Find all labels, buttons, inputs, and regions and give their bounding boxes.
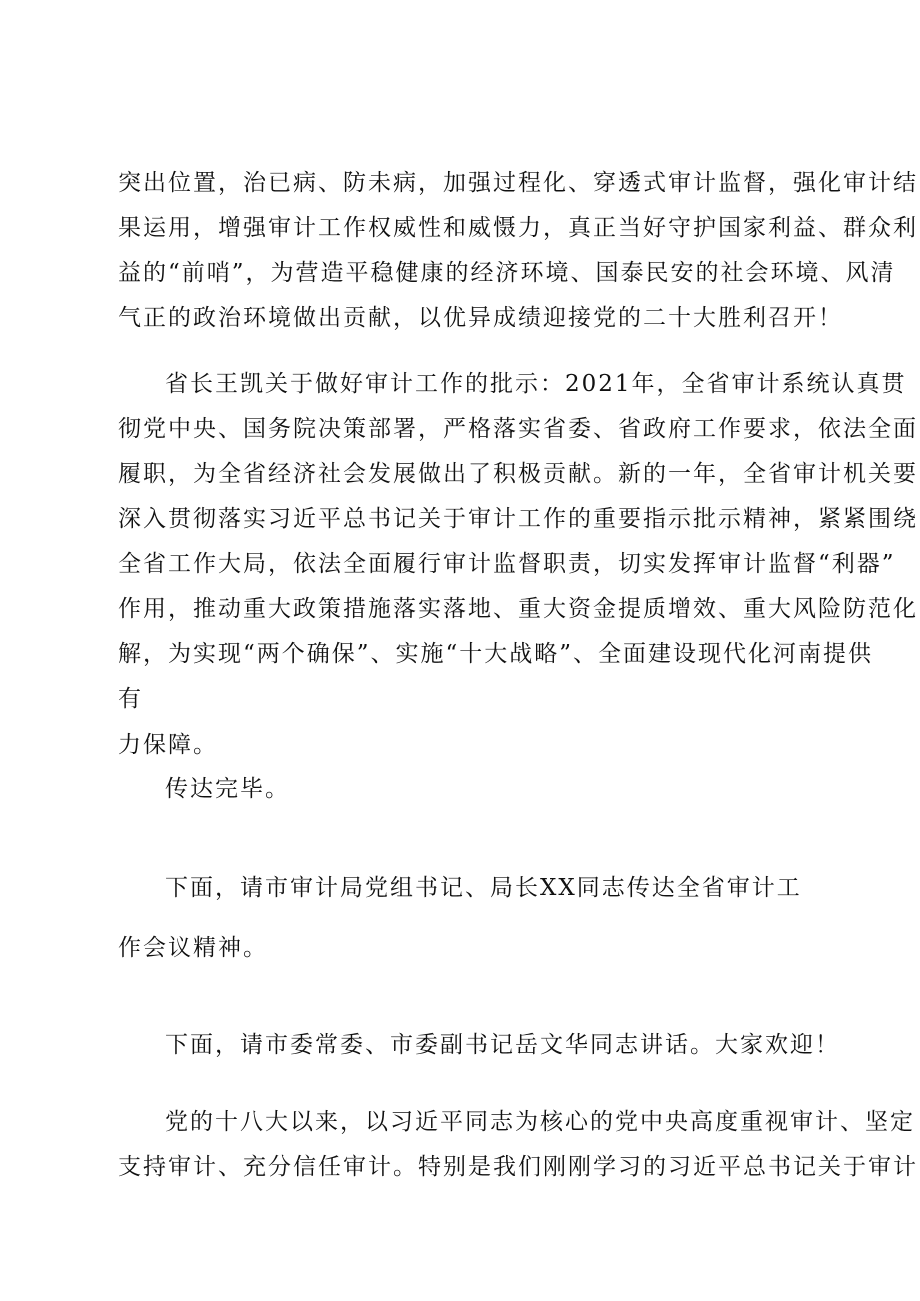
text-line: 下面，请市审计局党组书记、局长XX同志传达全省审计工 bbox=[165, 875, 802, 901]
text-line: 履职，为全省经济社会发展做出了积极贡献。新的一年，全省审计机关要 bbox=[118, 461, 918, 487]
text-line: 突出位置，治已病、防未病，加强过程化、穿透式审计监督，强化审计结 bbox=[118, 170, 918, 196]
text-line: 益的“前哨”，为营造平稳健康的经济环境、国泰民安的社会环境、风清 bbox=[118, 260, 896, 286]
text-line: 力保障。 bbox=[118, 732, 218, 758]
text-line: 解，为实现“两个确保”、实施“十大战略”、全面建设现代化河南提供 bbox=[118, 641, 874, 667]
text-line: 省长王凯关于做好审计工作的批示：2021年，全省审计系统认真贯 bbox=[165, 371, 907, 397]
text-line: 作用，推动重大政策措施落实落地、重大资金提质增效、重大风险防范化 bbox=[118, 596, 918, 622]
text-line: 气正的政治环境做出贡献，以优异成绩迎接党的二十大胜利召开！ bbox=[118, 305, 843, 331]
text-line: 下面，请市委常委、市委副书记岳文华同志讲话。大家欢迎！ bbox=[165, 1032, 840, 1058]
text-line: 深入贯彻落实习近平总书记关于审计工作的重要指示批示精神，紧紧围绕 bbox=[118, 506, 918, 532]
text-line: 党的十八大以来，以习近平同志为核心的党中央高度重视审计、坚定 bbox=[165, 1109, 915, 1135]
text-line: 传达完毕。 bbox=[165, 776, 290, 802]
text-line: 果运用，增强审计工作权威性和威慑力，真正当好守护国家利益、群众利 bbox=[118, 215, 918, 241]
text-line: 支持审计、充分信任审计。特别是我们刚刚学习的习近平总书记关于审计 bbox=[118, 1154, 918, 1180]
text-line: 彻党中央、国务院决策部署，严格落实省委、省政府工作要求，依法全面 bbox=[118, 416, 918, 442]
text-line: 有 bbox=[118, 686, 143, 712]
text-line: 作会议精神。 bbox=[118, 935, 268, 961]
text-line: 全省工作大局，依法全面履行审计监督职责，切实发挥审计监督“利器” bbox=[118, 551, 896, 577]
